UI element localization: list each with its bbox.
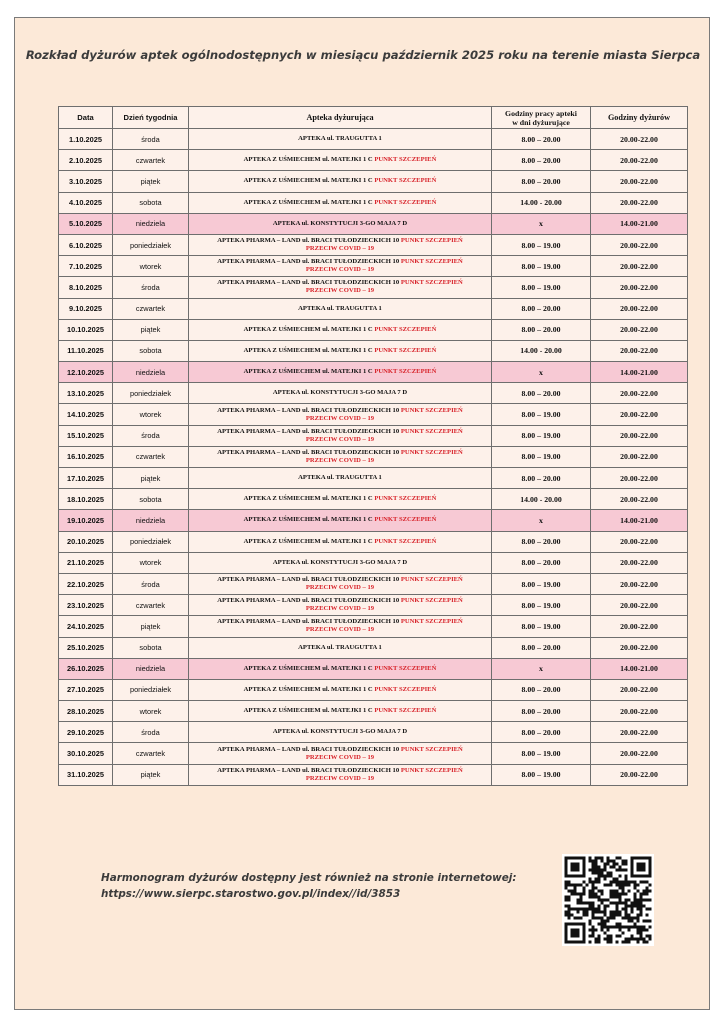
vaccination-point-label: PUNKT SZCZEPIEŃ [374,177,437,185]
table-row [59,764,688,785]
row-working-hours: 14.00 - 20.00 [492,340,591,361]
row-date: 2.10.2025 [59,150,113,171]
row-working-hours: 8.00 – 20.00 [492,383,591,404]
pharmacy-name: APTEKA Z UŚMIECHEM ul. MATEJKI 1 C [243,685,373,693]
row-weekday: niedziela [113,213,189,234]
row-date: 20.10.2025 [59,531,113,552]
table-row [59,129,688,150]
row-working-hours: 8.00 – 19.00 [492,277,591,298]
row-weekday: środa [113,573,189,594]
row-working-hours: 8.00 – 20.00 [492,679,591,700]
covid-vaccination-label: PRZECIW COVID – 19 [305,456,375,464]
row-weekday: poniedziałek [113,531,189,552]
row-weekday: piątek [113,319,189,340]
row-working-hours: 8.00 – 20.00 [492,701,591,722]
row-working-hours: x [492,213,591,234]
row-duty-hours: 20.00-22.00 [591,404,688,425]
table-row [59,340,688,361]
vaccination-point-label: PUNKT SZCZEPIEŃ [374,685,437,693]
header-day: Dzień tygodnia [113,107,189,129]
covid-vaccination-label: PRZECIW COVID – 19 [305,266,375,274]
header-duty-hours: Godziny dyżurów [591,107,688,129]
row-working-hours: 8.00 – 19.00 [492,446,591,467]
row-pharmacy [189,340,492,361]
vaccination-point-label: PUNKT SZCZEPIEŃ [374,346,437,354]
row-date: 25.10.2025 [59,637,113,658]
vaccination-point-label: PUNKT SZCZEPIEŃ [400,766,463,774]
row-pharmacy [189,679,492,700]
pharmacy-name: APTEKA ul. KONSTYTUCJI 3-GO MAJA 7 D [272,219,408,227]
row-working-hours: 8.00 – 19.00 [492,616,591,637]
row-weekday: środa [113,722,189,743]
row-date: 13.10.2025 [59,383,113,404]
vaccination-point-label: PUNKT SZCZEPIEŃ [400,597,463,605]
table-row [59,319,688,340]
pharmacy-name: APTEKA Z UŚMIECHEM ul. MATEJKI 1 C [243,707,373,715]
covid-vaccination-label: PRZECIW COVID – 19 [305,605,375,613]
row-pharmacy [189,129,492,150]
table-row [59,489,688,510]
vaccination-point-label: PUNKT SZCZEPIEŃ [400,448,463,456]
row-duty-hours: 20.00-22.00 [591,383,688,404]
vaccination-point-label: PUNKT SZCZEPIEŃ [374,198,437,206]
table-row [59,468,688,489]
pharmacy-name: APTEKA PHARMA – LAND ul. BRACI TUŁODZIECKICH 10 [217,597,400,605]
row-duty-hours: 20.00-22.00 [591,552,688,573]
row-working-hours: x [492,362,591,383]
header-working-hours [492,107,591,129]
covid-vaccination-label: PRZECIW COVID – 19 [305,753,375,761]
row-date: 29.10.2025 [59,722,113,743]
table-row [59,573,688,594]
row-pharmacy [189,446,492,467]
row-duty-hours: 20.00-22.00 [591,531,688,552]
row-weekday: poniedziałek [113,234,189,255]
row-date: 15.10.2025 [59,425,113,446]
row-weekday: sobota [113,637,189,658]
row-duty-hours: 20.00-22.00 [591,595,688,616]
pharmacy-name: APTEKA ul. KONSTYTUCJI 3-GO MAJA 7 D [272,728,408,736]
row-duty-hours: 20.00-22.00 [591,319,688,340]
row-pharmacy [189,404,492,425]
covid-vaccination-label: PRZECIW COVID – 19 [305,414,375,422]
row-working-hours: 8.00 – 19.00 [492,234,591,255]
row-weekday: niedziela [113,362,189,383]
row-duty-hours: 20.00-22.00 [591,298,688,319]
table-row [59,743,688,764]
pharmacy-name: APTEKA PHARMA – LAND ul. BRACI TUŁODZIECKICH 10 [217,448,400,456]
pharmacy-name: APTEKA ul. TRAUGUTTA 1 [298,135,382,143]
covid-vaccination-label: PRZECIW COVID – 19 [305,287,375,295]
row-duty-hours: 14.00-21.00 [591,213,688,234]
row-pharmacy [189,256,492,277]
row-working-hours: 14.00 - 20.00 [492,489,591,510]
row-date: 10.10.2025 [59,319,113,340]
pharmacy-name: APTEKA PHARMA – LAND ul. BRACI TUŁODZIECKICH 10 [217,427,400,435]
covid-vaccination-label: PRZECIW COVID – 19 [305,435,375,443]
row-duty-hours: 20.00-22.00 [591,425,688,446]
table-row-sunday [59,658,688,679]
vaccination-point-label: PUNKT SZCZEPIEŃ [400,279,463,287]
table-row [59,446,688,467]
row-working-hours: x [492,658,591,679]
row-date: 7.10.2025 [59,256,113,277]
table-row-sunday [59,510,688,531]
row-working-hours: 8.00 – 20.00 [492,298,591,319]
row-pharmacy [189,637,492,658]
row-weekday: środa [113,129,189,150]
row-working-hours: 8.00 – 20.00 [492,468,591,489]
vaccination-point-label: PUNKT SZCZEPIEŃ [374,325,437,333]
row-date: 14.10.2025 [59,404,113,425]
row-pharmacy [189,489,492,510]
row-weekday: sobota [113,489,189,510]
vaccination-point-label: PUNKT SZCZEPIEŃ [400,427,463,435]
covid-vaccination-label: PRZECIW COVID – 19 [305,626,375,634]
row-date: 12.10.2025 [59,362,113,383]
row-pharmacy [189,531,492,552]
row-weekday: czwartek [113,595,189,616]
qr-code-image [562,854,654,946]
row-date: 4.10.2025 [59,192,113,213]
row-pharmacy [189,573,492,594]
row-pharmacy [189,192,492,213]
vaccination-point-label: PUNKT SZCZEPIEŃ [374,495,437,503]
row-pharmacy [189,722,492,743]
row-weekday: piątek [113,171,189,192]
row-date: 19.10.2025 [59,510,113,531]
row-duty-hours: 20.00-22.00 [591,171,688,192]
footer-url[interactable]: https://www.sierpc.starostwo.gov.pl/index//id/3853 [101,888,401,900]
row-date: 24.10.2025 [59,616,113,637]
row-date: 23.10.2025 [59,595,113,616]
row-duty-hours: 14.00-21.00 [591,362,688,383]
row-pharmacy [189,150,492,171]
page-title: Rozkład dyżurów aptek ogólnodostępnych w miesiącu październik 2025 roku na terenie miasta Sierpca [25,48,701,62]
row-pharmacy [189,616,492,637]
table-row [59,150,688,171]
vaccination-point-label: PUNKT SZCZEPIEŃ [400,576,463,584]
row-working-hours: 8.00 – 19.00 [492,764,591,785]
row-weekday: czwartek [113,743,189,764]
header-pharmacy: Apteka dyżurująca [189,107,492,129]
pharmacy-name: APTEKA Z UŚMIECHEM ul. MATEJKI 1 C [243,664,373,672]
row-duty-hours: 20.00-22.00 [591,722,688,743]
row-weekday: poniedziałek [113,383,189,404]
row-duty-hours: 20.00-22.00 [591,446,688,467]
row-duty-hours: 20.00-22.00 [591,234,688,255]
row-date: 27.10.2025 [59,679,113,700]
row-date: 26.10.2025 [59,658,113,679]
row-duty-hours: 20.00-22.00 [591,743,688,764]
footer-line-1: Harmonogram dyżurów dostępny jest również na stronie internetowej: [101,872,517,884]
row-working-hours: 8.00 – 20.00 [492,129,591,150]
row-weekday: czwartek [113,446,189,467]
pharmacy-name: APTEKA Z UŚMIECHEM ul. MATEJKI 1 C [243,156,373,164]
row-weekday: poniedziałek [113,679,189,700]
vaccination-point-label: PUNKT SZCZEPIEŃ [400,745,463,753]
row-weekday: wtorek [113,404,189,425]
pharmacy-name: APTEKA PHARMA – LAND ul. BRACI TUŁODZIECKICH 10 [217,406,400,414]
row-pharmacy [189,743,492,764]
row-working-hours: 8.00 – 19.00 [492,595,591,616]
row-pharmacy [189,383,492,404]
row-working-hours: 8.00 – 19.00 [492,743,591,764]
row-pharmacy [189,298,492,319]
table-row [59,234,688,255]
row-date: 8.10.2025 [59,277,113,298]
row-pharmacy [189,213,492,234]
table-row [59,192,688,213]
row-working-hours: 8.00 – 20.00 [492,637,591,658]
row-date: 22.10.2025 [59,573,113,594]
table-row [59,701,688,722]
row-duty-hours: 20.00-22.00 [591,489,688,510]
row-weekday: sobota [113,340,189,361]
row-weekday: sobota [113,192,189,213]
covid-vaccination-label: PRZECIW COVID – 19 [305,245,375,253]
qr-code-icon [562,854,654,946]
row-date: 6.10.2025 [59,234,113,255]
row-pharmacy [189,319,492,340]
row-weekday: niedziela [113,510,189,531]
vaccination-point-label: PUNKT SZCZEPIEŃ [400,258,463,266]
row-date: 21.10.2025 [59,552,113,573]
row-working-hours: x [492,510,591,531]
row-duty-hours: 20.00-22.00 [591,764,688,785]
table-row [59,404,688,425]
table-row [59,552,688,573]
pharmacy-name: APTEKA PHARMA – LAND ul. BRACI TUŁODZIECKICH 10 [217,576,400,584]
pharmacy-name: APTEKA ul. TRAUGUTTA 1 [298,304,382,312]
row-date: 1.10.2025 [59,129,113,150]
pharmacy-name: APTEKA PHARMA – LAND ul. BRACI TUŁODZIECKICH 10 [217,745,400,753]
pharmacy-name: APTEKA Z UŚMIECHEM ul. MATEJKI 1 C [243,325,373,333]
table-row [59,722,688,743]
row-date: 31.10.2025 [59,764,113,785]
row-working-hours: 8.00 – 20.00 [492,531,591,552]
vaccination-point-label: PUNKT SZCZEPIEŃ [374,537,437,545]
pharmacy-name: APTEKA PHARMA – LAND ul. BRACI TUŁODZIECKICH 10 [217,258,400,266]
row-duty-hours: 20.00-22.00 [591,468,688,489]
table-row [59,256,688,277]
pharmacy-name: APTEKA PHARMA – LAND ul. BRACI TUŁODZIECKICH 10 [217,618,400,626]
row-duty-hours: 20.00-22.00 [591,701,688,722]
row-duty-hours: 20.00-22.00 [591,129,688,150]
row-working-hours: 8.00 – 20.00 [492,722,591,743]
row-duty-hours: 20.00-22.00 [591,679,688,700]
row-duty-hours: 20.00-22.00 [591,192,688,213]
row-duty-hours: 20.00-22.00 [591,277,688,298]
table-row [59,277,688,298]
vaccination-point-label: PUNKT SZCZEPIEŃ [400,237,463,245]
pharmacy-name: APTEKA PHARMA – LAND ul. BRACI TUŁODZIECKICH 10 [217,279,400,287]
header-date: Data [59,107,113,129]
row-weekday: niedziela [113,658,189,679]
row-pharmacy [189,595,492,616]
pharmacy-name: APTEKA ul. KONSTYTUCJI 3-GO MAJA 7 D [272,389,408,397]
row-duty-hours: 20.00-22.00 [591,340,688,361]
table-row [59,383,688,404]
table-row [59,679,688,700]
pharmacy-name: APTEKA Z UŚMIECHEM ul. MATEJKI 1 C [243,537,373,545]
table-row [59,637,688,658]
row-pharmacy [189,552,492,573]
row-pharmacy [189,510,492,531]
row-date: 16.10.2025 [59,446,113,467]
covid-vaccination-label: PRZECIW COVID – 19 [305,774,375,782]
row-pharmacy [189,362,492,383]
row-weekday: środa [113,277,189,298]
row-duty-hours: 14.00-21.00 [591,658,688,679]
row-duty-hours: 20.00-22.00 [591,256,688,277]
row-weekday: piątek [113,468,189,489]
vaccination-point-label: PUNKT SZCZEPIEŃ [374,707,437,715]
row-weekday: czwartek [113,298,189,319]
table-row [59,595,688,616]
pharmacy-name: APTEKA PHARMA – LAND ul. BRACI TUŁODZIECKICH 10 [217,237,400,245]
row-working-hours: 8.00 – 19.00 [492,404,591,425]
row-working-hours: 8.00 – 20.00 [492,319,591,340]
row-pharmacy [189,658,492,679]
vaccination-point-label: PUNKT SZCZEPIEŃ [374,516,437,524]
row-weekday: wtorek [113,256,189,277]
row-date: 3.10.2025 [59,171,113,192]
row-date: 17.10.2025 [59,468,113,489]
row-date: 30.10.2025 [59,743,113,764]
table-body [59,129,688,786]
table-row [59,616,688,637]
footer-note [101,870,516,902]
table-row-sunday [59,362,688,383]
header-working-hours-line1: Godziny pracy apteki [505,108,577,118]
row-pharmacy [189,425,492,446]
row-working-hours: 14.00 - 20.00 [492,192,591,213]
row-weekday: środa [113,425,189,446]
pharmacy-name: APTEKA Z UŚMIECHEM ul. MATEJKI 1 C [243,177,373,185]
pharmacy-name: APTEKA ul. KONSTYTUCJI 3-GO MAJA 7 D [272,558,408,566]
row-date: 18.10.2025 [59,489,113,510]
row-duty-hours: 20.00-22.00 [591,150,688,171]
row-weekday: czwartek [113,150,189,171]
row-working-hours: 8.00 – 19.00 [492,256,591,277]
row-working-hours: 8.00 – 19.00 [492,573,591,594]
pharmacy-name: APTEKA Z UŚMIECHEM ul. MATEJKI 1 C [243,495,373,503]
row-date: 5.10.2025 [59,213,113,234]
row-working-hours: 8.00 – 20.00 [492,171,591,192]
row-weekday: wtorek [113,552,189,573]
vaccination-point-label: PUNKT SZCZEPIEŃ [400,406,463,414]
row-pharmacy [189,468,492,489]
row-working-hours: 8.00 – 19.00 [492,425,591,446]
row-weekday: piątek [113,616,189,637]
vaccination-point-label: PUNKT SZCZEPIEŃ [374,368,437,376]
pharmacy-name: APTEKA ul. TRAUGUTTA 1 [298,643,382,651]
document-page [14,17,710,1010]
row-pharmacy [189,701,492,722]
row-working-hours: 8.00 – 20.00 [492,552,591,573]
row-duty-hours: 20.00-22.00 [591,573,688,594]
table-row [59,298,688,319]
row-duty-hours: 14.00-21.00 [591,510,688,531]
row-weekday: piątek [113,764,189,785]
vaccination-point-label: PUNKT SZCZEPIEŃ [400,618,463,626]
pharmacy-name: APTEKA Z UŚMIECHEM ul. MATEJKI 1 C [243,198,373,206]
pharmacy-name: APTEKA Z UŚMIECHEM ul. MATEJKI 1 C [243,346,373,354]
row-pharmacy [189,234,492,255]
header-working-hours-line2: w dni dyżurujące [512,117,570,127]
table-row-sunday [59,213,688,234]
table-row [59,531,688,552]
table-row [59,171,688,192]
table-row [59,425,688,446]
row-date: 28.10.2025 [59,701,113,722]
row-pharmacy [189,764,492,785]
covid-vaccination-label: PRZECIW COVID – 19 [305,584,375,592]
row-weekday: wtorek [113,701,189,722]
row-working-hours: 8.00 – 20.00 [492,150,591,171]
pharmacy-name: APTEKA PHARMA – LAND ul. BRACI TUŁODZIECKICH 10 [217,766,400,774]
vaccination-point-label: PUNKT SZCZEPIEŃ [374,664,437,672]
pharmacy-name: APTEKA Z UŚMIECHEM ul. MATEJKI 1 C [243,516,373,524]
row-date: 11.10.2025 [59,340,113,361]
row-date: 9.10.2025 [59,298,113,319]
row-pharmacy [189,277,492,298]
pharmacy-name: APTEKA Z UŚMIECHEM ul. MATEJKI 1 C [243,368,373,376]
table-header-row [59,107,688,129]
row-duty-hours: 20.00-22.00 [591,637,688,658]
row-duty-hours: 20.00-22.00 [591,616,688,637]
row-pharmacy [189,171,492,192]
pharmacy-name: APTEKA ul. TRAUGUTTA 1 [298,474,382,482]
duty-schedule-table [58,106,688,786]
vaccination-point-label: PUNKT SZCZEPIEŃ [374,156,437,164]
